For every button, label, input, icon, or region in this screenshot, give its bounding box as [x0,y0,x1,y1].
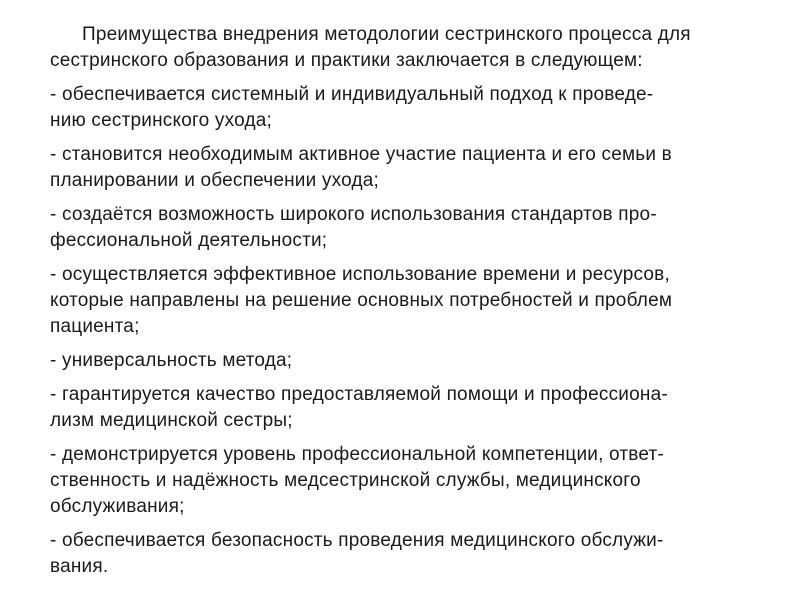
list-item-line: обслуживания; [50,496,185,517]
intro-line: Преимущества внедрения методологии сестринского процесса для [82,24,691,45]
list-item [50,82,770,134]
list-item-line: нию сестринского ухода; [50,110,272,131]
list-item-line: лизм медицинской сестры; [50,410,293,431]
list-item [50,348,770,374]
list-item-line: ственность и надёжность медсестринской службы, медицинского [50,470,641,491]
list-item-line: - осуществляется эффективное использование времени и ресурсов, [50,264,670,285]
list-item-line: пациента; [50,316,140,337]
list-item-line: вания. [50,556,109,577]
list-item-line: - создаётся возможность широкого использования стандартов про- [50,204,657,225]
list-item [50,528,770,580]
list-item-line: - демонстрируется уровень профессиональной компетенции, ответ- [50,444,664,465]
list-item [50,382,770,434]
list-item [50,142,770,194]
list-item-line: планировании и обеспечении ухода; [50,170,379,191]
list-item [50,262,770,340]
list-item-line: - обеспечивается безопасность проведения медицинского обслужи- [50,530,664,551]
intro-line: сестринского образования и практики заключается в следующем: [50,50,643,71]
list-item-line: - гарантируется качество предоставляемой помощи и профессиона- [50,384,668,405]
list-item-line: - универсальность метода; [50,350,293,371]
slide-text-block [50,22,770,588]
intro-paragraph [50,22,770,74]
list-item [50,442,770,520]
list-item [50,202,770,254]
list-item-line: фессиональной деятельности; [50,230,328,251]
list-item-line: которые направлены на решение основных потребностей и проблем [50,290,673,311]
list-item-line: - обеспечивается системный и индивидуальный подход к проведе- [50,84,654,105]
list-item-line: - становится необходимым активное участие пациента и его семьи в [50,144,672,165]
